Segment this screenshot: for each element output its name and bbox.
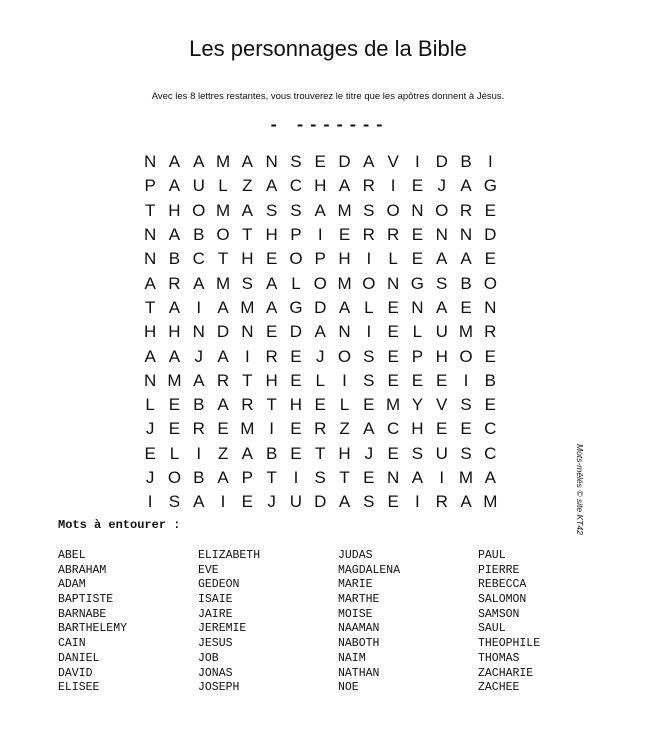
grid-letter: D	[314, 297, 327, 317]
grid-letter: L	[169, 443, 180, 463]
word-item: BARNABE	[58, 607, 107, 621]
grid-letter: N	[338, 322, 351, 342]
grid-letter: I	[317, 225, 323, 245]
grid-letter: E	[484, 346, 496, 366]
grid-letter: T	[339, 468, 350, 487]
grid-letter: P	[411, 346, 424, 366]
grid-row	[138, 150, 502, 174]
word-column	[338, 549, 478, 696]
grid-letter: A	[144, 346, 156, 366]
grid-letter: A	[217, 395, 229, 415]
grid-letter: E	[217, 419, 229, 439]
grid-letter: E	[168, 395, 181, 415]
grid-letter: A	[314, 322, 326, 342]
grid-letter: E	[144, 443, 156, 463]
grid-letter: A	[363, 419, 375, 439]
grid-letter: H	[338, 443, 351, 463]
grid-letter: D	[216, 322, 230, 342]
grid-letter: E	[363, 468, 375, 487]
grid-letter: A	[265, 176, 278, 196]
grid-letter: I	[366, 249, 372, 269]
grid-letter: E	[484, 249, 496, 269]
grid-letter: R	[314, 419, 327, 439]
grid-letter: Z	[242, 176, 253, 196]
grid-letter: N	[484, 297, 497, 317]
word-item: ABRAHAM	[58, 563, 107, 577]
grid-letter: E	[411, 370, 424, 390]
grid-letter: E	[484, 395, 496, 415]
word-item: ABEL	[58, 549, 86, 562]
instruction-text: Avec les 8 lettres restantes, vous trouverez le titre que les apôtres donnent à Jésus.	[151, 91, 505, 102]
word-item: JAIRE	[198, 607, 233, 621]
word-item: REBECCA	[478, 578, 527, 592]
grid-letter: A	[314, 200, 326, 220]
grid-letter: S	[363, 346, 375, 366]
grid-letter: L	[364, 297, 374, 317]
grid-letter: A	[436, 249, 448, 269]
grid-letter: L	[145, 395, 155, 415]
grid-letter: N	[144, 225, 157, 245]
grid-letter: N	[144, 249, 157, 269]
grid-letter: O	[337, 346, 352, 366]
grid-letter: A	[193, 492, 205, 512]
grid-letter: E	[387, 443, 399, 463]
grid-letter: B	[193, 395, 205, 415]
grid-letter: O	[386, 200, 400, 220]
word-item: ADAM	[58, 578, 86, 592]
grid-letter: L	[315, 370, 325, 390]
grid-letter: A	[217, 346, 229, 366]
grid-letter: P	[144, 176, 156, 196]
grid-letter: N	[411, 297, 424, 317]
grid-letter: O	[167, 468, 182, 487]
grid-letter: A	[217, 468, 229, 487]
grid-letter: C	[289, 176, 303, 196]
grid-letter: S	[460, 443, 472, 463]
grid-letter: A	[217, 297, 229, 317]
word-item: ELIZABETH	[198, 549, 261, 562]
grid-letter: O	[459, 346, 473, 366]
grid-letter: A	[168, 152, 181, 172]
grid-letter: T	[315, 443, 326, 463]
grid-letter: R	[362, 176, 375, 196]
grid-letter: E	[387, 492, 399, 512]
grid-letter: A	[193, 370, 205, 390]
grid-letter: S	[314, 468, 326, 487]
grid-letter: I	[439, 468, 445, 487]
grid-letter: A	[265, 297, 278, 317]
grid-letter: H	[265, 370, 278, 390]
grid-letter: T	[266, 395, 277, 415]
grid-row	[138, 442, 502, 466]
grid-letter: A	[363, 152, 375, 172]
grid-letter: E	[387, 370, 399, 390]
grid-letter: S	[363, 200, 375, 220]
grid-letter: Z	[339, 419, 350, 439]
grid-letter: E	[168, 419, 181, 439]
grid-row	[138, 223, 502, 247]
word-item: THOMAS	[478, 651, 520, 665]
grid-letter: B	[193, 225, 205, 245]
grid-letter: I	[147, 492, 153, 512]
grid-letter: E	[314, 395, 326, 415]
grid-letter: Z	[217, 443, 229, 463]
grid-letter: L	[291, 273, 301, 293]
grid-letter: E	[314, 152, 326, 172]
grid-letter: A	[168, 346, 181, 366]
word-item: SAMSON	[478, 607, 520, 621]
grid-letter: R	[386, 225, 400, 245]
grid-letter: R	[216, 370, 230, 390]
grid-letter: A	[265, 273, 278, 293]
grid-letter: G	[289, 297, 303, 317]
word-item: EVE	[198, 563, 219, 577]
grid-letter: E	[411, 225, 424, 245]
grid-letter: C	[192, 249, 205, 269]
word-item: ZACHARIE	[478, 666, 534, 680]
grid-letter: T	[242, 370, 253, 390]
grid-letter: I	[366, 322, 372, 342]
grid-letter: O	[435, 200, 449, 220]
grid-letter: N	[144, 152, 157, 172]
grid-letter: A	[168, 176, 181, 196]
grid-letter: A	[338, 176, 351, 196]
grid-row	[138, 296, 502, 320]
word-item: JONAS	[198, 666, 233, 680]
grid-letter: N	[411, 200, 424, 220]
words-heading: Mots à entourer :	[58, 518, 181, 532]
word-item: JOSEPH	[198, 681, 240, 695]
grid-letter: C	[484, 443, 497, 463]
grid-letter: S	[363, 492, 375, 512]
grid-letter: D	[338, 152, 351, 172]
grid-letter: E	[387, 346, 399, 366]
grid-letter: A	[241, 152, 253, 172]
grid-letter: T	[242, 225, 253, 245]
grid-letter: A	[460, 492, 472, 512]
grid-letter: A	[168, 297, 181, 317]
grid-row	[138, 369, 502, 393]
word-item: SALOMON	[478, 593, 527, 607]
grid-letter: R	[265, 346, 278, 366]
grid-letter: U	[435, 443, 448, 463]
grid-letter: N	[459, 225, 473, 245]
grid-letter: A	[241, 200, 253, 220]
grid-letter: B	[484, 370, 496, 390]
grid-letter: J	[145, 468, 155, 487]
word-item: NOE	[338, 681, 359, 695]
grid-letter: B	[460, 152, 472, 172]
grid-letter: E	[387, 322, 399, 342]
grid-letter: U	[289, 492, 303, 512]
grid-letter: H	[168, 200, 181, 220]
grid-letter: L	[218, 176, 228, 196]
credit-text: Mots-mêlés © site KT42	[575, 444, 585, 535]
grid-letter: I	[269, 419, 274, 439]
word-item: MAGDALENA	[338, 563, 401, 577]
grid-letter: A	[436, 297, 448, 317]
word-item: ZACHEE	[478, 681, 520, 695]
grid-letter: N	[144, 370, 157, 390]
grid-letter: M	[337, 200, 352, 220]
grid-letter: S	[411, 443, 424, 463]
word-item: NAAMAN	[338, 622, 380, 636]
grid-letter: E	[387, 297, 399, 317]
grid-letter: E	[290, 346, 302, 366]
grid-letter: A	[338, 297, 351, 317]
word-column	[58, 549, 198, 696]
grid-letter: E	[436, 419, 448, 439]
grid-row	[138, 320, 502, 344]
grid-letter: M	[215, 152, 231, 172]
grid-letter: H	[411, 419, 424, 439]
grid-letter: M	[167, 370, 182, 390]
grid-letter: N	[386, 468, 400, 487]
grid-letter: J	[315, 346, 325, 366]
page-title: Les personnages de la Bible	[189, 36, 467, 61]
grid-letter: H	[435, 346, 448, 366]
grid-letter: E	[363, 395, 375, 415]
grid-letter: H	[168, 322, 181, 342]
grid-letter: A	[460, 249, 472, 269]
grid-letter: E	[436, 370, 448, 390]
grid-letter: G	[483, 176, 497, 196]
grid-letter: S	[460, 395, 472, 415]
grid-letter: T	[217, 249, 229, 269]
grid-row	[138, 247, 502, 271]
grid-letter: O	[289, 249, 303, 269]
word-item: PIERRE	[478, 563, 520, 577]
grid-letter: I	[415, 492, 420, 512]
word-item: ELISEE	[58, 681, 100, 695]
grid-letter: J	[364, 443, 374, 463]
grid-letter: E	[241, 492, 253, 512]
grid-letter: M	[458, 322, 474, 342]
grid-letter: M	[337, 273, 352, 293]
word-item: MOISE	[338, 607, 373, 621]
grid-letter: T	[266, 468, 277, 487]
grid-letter: A	[411, 468, 424, 487]
grid-row	[138, 174, 502, 198]
grid-letter: E	[411, 249, 424, 269]
grid-letter: N	[241, 322, 254, 342]
grid-letter: I	[342, 370, 347, 390]
grid-letter: O	[216, 225, 230, 245]
word-item: NABOTH	[338, 637, 380, 651]
grid-letter: S	[290, 200, 302, 220]
grid-letter: M	[240, 419, 255, 439]
grid-letter: L	[388, 249, 398, 269]
word-item: MARTHE	[338, 593, 380, 607]
grid-letter: M	[215, 200, 231, 220]
grid-row	[138, 417, 502, 441]
grid-letter: A	[193, 273, 205, 293]
grid-letter: A	[144, 273, 156, 293]
word-item: CAIN	[58, 637, 86, 651]
word-item: BAPTISTE	[58, 593, 114, 607]
grid-letter: E	[460, 297, 472, 317]
grid-letter: L	[339, 395, 350, 415]
grid-letter: E	[411, 176, 424, 196]
grid-letter: V	[436, 395, 448, 415]
word-item: ISAIE	[198, 593, 233, 607]
grid-letter: T	[144, 297, 156, 317]
grid-letter: A	[168, 225, 181, 245]
grid-letter: R	[362, 225, 375, 245]
grid-letter: B	[168, 249, 181, 269]
grid-letter: I	[293, 468, 299, 487]
grid-letter: D	[435, 152, 448, 172]
grid-letter: M	[458, 468, 474, 487]
grid-letter: E	[290, 443, 302, 463]
word-item: JUDAS	[338, 549, 373, 562]
grid-letter: R	[241, 395, 254, 415]
word-column	[198, 549, 338, 696]
grid-letter: S	[265, 200, 278, 220]
word-item: JEREMIE	[198, 622, 247, 636]
grid-letter: L	[412, 322, 423, 342]
grid-letter: E	[265, 249, 278, 269]
grid-letter: A	[460, 176, 472, 196]
grid-letter: R	[484, 322, 497, 342]
grid-letter: P	[241, 468, 253, 487]
grid-letter: E	[460, 419, 472, 439]
grid-letter: A	[338, 492, 351, 512]
word-item: NATHAN	[338, 666, 380, 680]
grid-letter: A	[484, 468, 496, 487]
word-item: MARIE	[338, 578, 373, 592]
word-column	[478, 549, 618, 696]
grid-letter: U	[192, 176, 205, 196]
grid-letter: N	[265, 152, 278, 172]
grid-letter: B	[460, 273, 472, 293]
grid-letter: T	[144, 200, 156, 220]
grid-letter: D	[484, 225, 497, 245]
word-item: DAVID	[58, 666, 93, 680]
grid-letter: S	[168, 492, 181, 512]
grid-letter: V	[387, 152, 399, 172]
grid-letter: C	[386, 419, 400, 439]
grid-letter: O	[362, 273, 376, 293]
grid-row	[138, 344, 502, 368]
grid-letter: I	[487, 152, 493, 172]
grid-letter: B	[265, 443, 278, 463]
grid-row	[138, 466, 502, 490]
grid-letter: I	[390, 176, 396, 196]
grid-row	[138, 199, 502, 223]
grid-letter: S	[436, 273, 448, 293]
grid-letter: A	[241, 443, 253, 463]
grid-letter: E	[265, 322, 278, 342]
grid-letter: J	[267, 492, 276, 512]
grid-letter: H	[265, 225, 278, 245]
word-item: PAUL	[478, 549, 506, 562]
word-item: DANIEL	[58, 651, 100, 665]
answer-blanks: - -------	[268, 117, 388, 136]
grid-letter: M	[215, 273, 231, 293]
grid-letter: H	[241, 249, 254, 269]
grid-letter: D	[289, 322, 303, 342]
word-item: JOB	[198, 651, 219, 665]
grid-letter: E	[290, 370, 302, 390]
grid-letter: I	[415, 152, 420, 172]
grid-letter: G	[410, 273, 425, 293]
grid-letter: I	[244, 346, 250, 366]
grid-letter: P	[314, 249, 326, 269]
grid-letter: E	[484, 200, 496, 220]
grid-letter: E	[290, 419, 302, 439]
grid-letter: M	[240, 297, 255, 317]
grid-letter: D	[314, 492, 327, 512]
grid-letter: P	[290, 225, 302, 245]
grid-letter: B	[193, 468, 205, 487]
word-item: GEDEON	[198, 578, 240, 592]
grid-letter: J	[145, 419, 155, 439]
grid-letter: R	[459, 200, 473, 220]
grid-letter: S	[241, 273, 253, 293]
grid-letter: A	[193, 152, 205, 172]
grid-letter: I	[220, 492, 226, 512]
word-item: NAIM	[338, 651, 366, 665]
grid-letter: N	[192, 322, 205, 342]
grid-row	[138, 393, 502, 417]
grid-letter: J	[194, 346, 203, 366]
grid-letter: Y	[411, 395, 424, 415]
grid-letter: O	[313, 273, 327, 293]
grid-letter: I	[196, 443, 202, 463]
grid-letter: H	[314, 176, 327, 196]
grid-letter: O	[483, 273, 497, 293]
letter-grid	[138, 150, 502, 514]
grid-letter: R	[168, 273, 181, 293]
word-item: BARTHELEMY	[58, 622, 128, 636]
grid-letter: O	[192, 200, 206, 220]
grid-letter: M	[386, 395, 401, 415]
word-item: THEOPHILE	[478, 637, 541, 651]
grid-letter: N	[435, 225, 448, 245]
word-list	[58, 549, 618, 696]
word-item: JESUS	[198, 637, 233, 651]
grid-letter: I	[463, 370, 469, 390]
word-item: SAUL	[478, 622, 506, 636]
grid-letter: R	[435, 492, 448, 512]
grid-letter: H	[144, 322, 157, 342]
grid-letter: I	[196, 297, 202, 317]
grid-letter: N	[386, 273, 400, 293]
grid-letter: M	[483, 492, 498, 512]
grid-letter: H	[289, 395, 303, 415]
grid-letter: J	[437, 176, 446, 196]
grid-letter: U	[435, 322, 448, 342]
grid-letter: S	[363, 370, 375, 390]
grid-letter: R	[192, 419, 205, 439]
grid-letter: E	[338, 225, 351, 245]
grid-letter: S	[290, 152, 302, 172]
grid-row	[138, 271, 502, 295]
grid-letter: C	[484, 419, 497, 439]
grid-row	[138, 490, 502, 514]
grid-letter: H	[338, 249, 351, 269]
